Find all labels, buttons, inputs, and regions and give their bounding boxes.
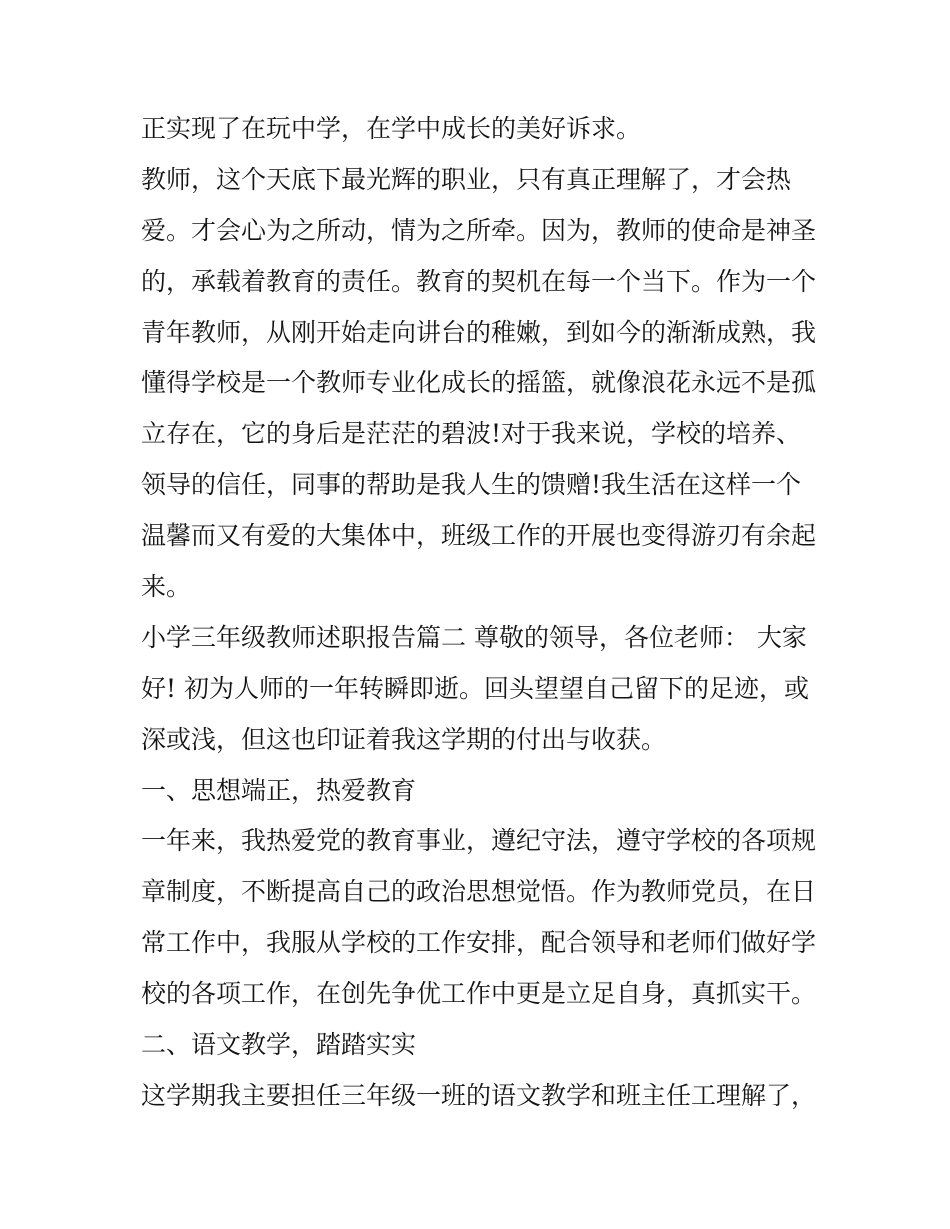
text-line-7: 立存在，它的身后是茫茫的碧波!对于我来说，学校的培养、	[141, 419, 802, 449]
text-line-10: 来。	[141, 572, 192, 602]
text-line-4: 的，承载着教育的责任。教育的契机在每一个当下。作为一个	[141, 266, 817, 296]
document-body	[141, 104, 817, 1122]
text-line-3: 爱。才会心为之所动，情为之所牵。因为，教师的使命是神圣	[141, 215, 817, 245]
text-line-2: 教师，这个天底下最光辉的职业，只有真正理解了，才会热	[141, 164, 792, 194]
text-line-15: 一年来，我热爱党的教育事业，遵纪守法，遵守学校的各项规	[141, 826, 817, 856]
text-line-11: 小学三年级教师述职报告篇二 尊敬的领导，各位老师： 大家	[141, 622, 807, 652]
section-heading-1: 一、思想端正，热爱教育	[141, 775, 417, 805]
text-line-1: 正实现了在玩中学，在学中成长的美好诉求。	[141, 114, 642, 143]
text-line-9: 温馨而又有爱的大集体中，班级工作的开展也变得游刃有余起	[141, 521, 817, 551]
text-line-18: 校的各项工作，在创先争优工作中更是立足自身，真抓实干。	[141, 979, 817, 1009]
text-line-5: 青年教师，从刚开始走向讲台的稚嫩，到如今的渐渐成熟，我	[141, 317, 817, 347]
text-line-17: 常工作中，我服从学校的工作安排，配合领导和老师们做好学	[141, 928, 817, 958]
text-line-6: 懂得学校是一个教师专业化成长的摇篮，就像浪花永远不是孤	[141, 368, 817, 398]
text-line-12: 好! 初为人师的一年转瞬即逝。回头望望自己留下的足迹，或	[141, 673, 809, 703]
text-line-8: 领导的信任，同事的帮助是我人生的馈赠!我生活在这样一个	[141, 470, 802, 500]
text-line-20: 这学期我主要担任三年级一班的语文教学和班主任工理解了，	[141, 1080, 817, 1110]
text-line-16: 章制度，不断提高自己的政治思想觉悟。作为教师党员，在日	[141, 877, 817, 907]
text-line-13: 深或浅，但这也印证着我这学期的付出与收获。	[141, 724, 667, 754]
section-heading-2: 二、语文教学，踏踏实实	[141, 1030, 417, 1060]
